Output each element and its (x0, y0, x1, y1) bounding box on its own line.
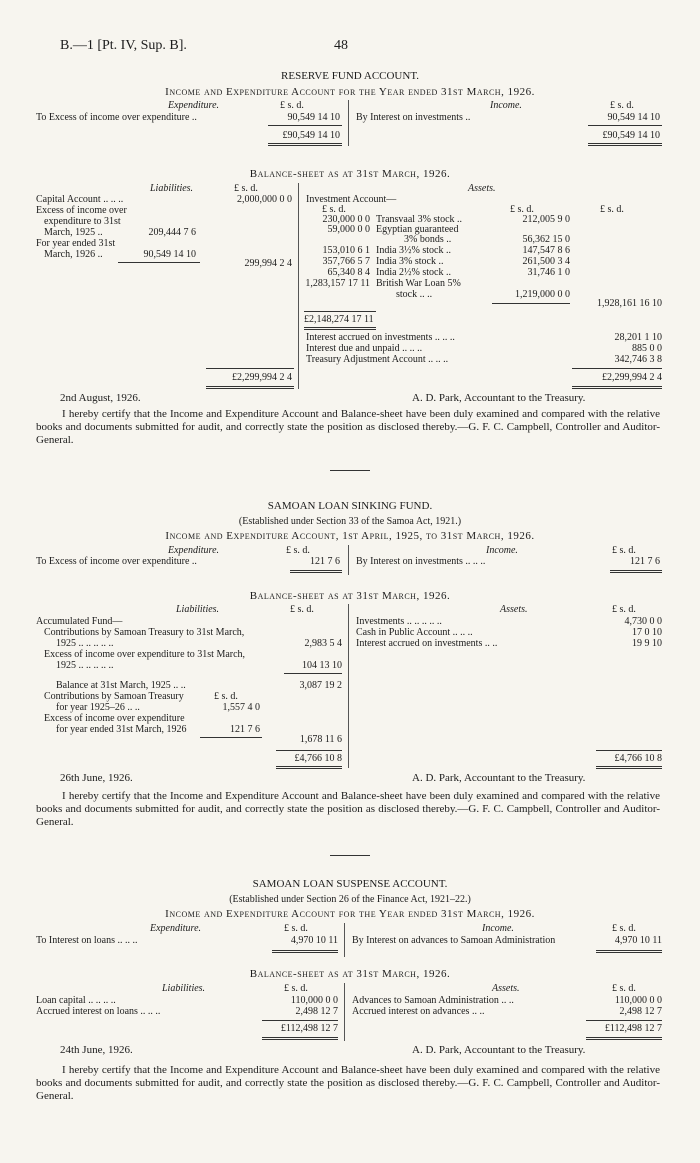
sinking-balance-amt: 3,087 19 2 (299, 680, 342, 691)
reserve-asset-amt: 28,201 1 10 (614, 332, 662, 343)
reserve-exp-total: £90,549 14 10 (282, 130, 340, 141)
double-rule (596, 766, 662, 769)
suspense-inc-amt: 4,970 10 11 (614, 935, 662, 946)
reserve-capital-amt: 2,000,000 0 0 (237, 194, 292, 205)
sinking-asset-desc: Interest accrued on investments .. .. (356, 638, 498, 649)
lsd-header: £ s. d. (284, 983, 308, 994)
reserve-asset-desc: Treasury Adjustment Account .. .. .. (306, 354, 449, 365)
sinking-title: SAMOAN LOAN SINKING FUND. (267, 500, 433, 512)
inv-desc: British War Loan 5% (376, 278, 461, 289)
reserve-exp-amt: 90,549 14 10 (287, 112, 340, 123)
sinking-inc-head: Income. (486, 545, 518, 556)
lsd-header: £ s. d. (284, 923, 308, 934)
inv-face-amt: 65,340 8 4 (327, 267, 370, 278)
suspense-ie-title: Income and Expenditure Account for the Year ended 31st March, 1926. (165, 908, 535, 920)
double-rule (290, 570, 342, 573)
lsd-header: £ s. d. (612, 545, 636, 556)
reserve-asset-amt: 885 0 0 (632, 343, 662, 354)
reserve-year-amt: 90,549 14 10 (143, 249, 196, 260)
suspense-inc-head: Income. (482, 923, 514, 934)
reserve-total-liabilities: £2,299,994 2 4 (232, 372, 292, 383)
reserve-excess-amt: 209,444 7 6 (148, 227, 196, 238)
double-rule (276, 766, 342, 769)
suspense-liab-desc: Accrued interest on loans .. .. .. (36, 1006, 161, 1017)
suspense-asset-desc: Advances to Samoan Administration .. .. (352, 995, 514, 1006)
sinking-asset-desc: Cash in Public Account .. .. .. (356, 627, 473, 638)
rule (276, 750, 342, 751)
inv-face-amt: 153,010 6 1 (322, 245, 370, 256)
reserve-certificate: I hereby certify that the Income and Expenditure Account and Balance-sheet have been duly examined and compared with the relative books and documents submitted for audit, and correctly state the position as disclosed thereby.—G. F. C. Campbell, Controller and Auditor-General. (36, 408, 660, 446)
rule (492, 303, 570, 304)
sinking-contrib-b-line: Contributions by Samoan Treasury (44, 691, 184, 702)
sinking-certificate: I hereby certify that the Income and Expenditure Account and Balance-sheet have been duly examined and compared with the relative books and documents submitted for audit, and correctly state the position as disclosed thereby.—G. F. C. Campbell, Controller and Auditor-General. (36, 790, 660, 828)
lsd-header: £ s. d. (612, 983, 636, 994)
rule (262, 1020, 338, 1021)
sinking-excess-b-line: Excess of income over expenditure (44, 713, 185, 724)
suspense-total-liabilities: £112,498 12 7 (280, 1023, 338, 1034)
sinking-excess-b-line: for year ended 31st March, 1926 (56, 724, 187, 735)
inv-value: 212,005 9 0 (522, 214, 570, 225)
sinking-exp-line: To Excess of income over expenditure .. (36, 556, 197, 567)
suspense-signature: A. D. Park, Accountant to the Treasury. (412, 1044, 586, 1056)
double-rule (206, 386, 294, 389)
suspense-exp-amt: 4,970 10 11 (290, 935, 338, 946)
sinking-total-liabilities: £4,766 10 8 (294, 753, 342, 764)
reserve-capital-line: Capital Account .. .. .. (36, 194, 124, 205)
inv-value: 56,362 15 0 (522, 234, 570, 245)
reserve-assets-head: Assets. (468, 183, 496, 194)
lsd-header: £ s. d. (286, 545, 310, 556)
reserve-excess-line: Excess of income over (36, 205, 127, 216)
reserve-asset-amt: 342,746 3 8 (614, 354, 662, 365)
sinking-signature: A. D. Park, Accountant to the Treasury. (412, 772, 586, 784)
lsd-header: £ s. d. (280, 100, 304, 111)
suspense-bs-title: Balance-sheet as at 31st March, 1926. (249, 968, 451, 980)
reserve-investment-face-total: £2,148,274 17 11 (304, 314, 374, 325)
column-divider (344, 983, 345, 1041)
column-divider (348, 545, 349, 575)
lsd-header: £ s. d. (214, 691, 238, 702)
page-reference: B.—1 [Pt. IV, Sup. B]. (60, 38, 187, 53)
lsd-header: £ s. d. (234, 183, 258, 194)
rule (206, 368, 294, 369)
lsd-header: £ s. d. (510, 204, 534, 215)
section-divider (330, 855, 370, 856)
inv-desc: Transvaal 3% stock .. (376, 214, 463, 225)
suspense-asset-amt: 110,000 0 0 (614, 995, 662, 1006)
lsd-header: £ s. d. (612, 604, 636, 615)
sinking-exp-head: Expenditure. (168, 545, 220, 556)
reserve-date: 2nd August, 1926. (60, 392, 141, 404)
inv-face-amt: 59,000 0 0 (327, 224, 370, 235)
suspense-certificate: I hereby certify that the Income and Expenditure Account and Balance-sheet have been duly examined and compared with the relative books and documents submitted for audit, and correctly state the position as disclosed thereby.—G. F. C. Campbell, Controller and Auditor-General. (36, 1064, 660, 1102)
sinking-assets-head: Assets. (500, 604, 528, 615)
inv-value: 261,500 3 4 (522, 256, 570, 267)
sinking-asset-desc: Investments .. .. .. .. .. (356, 616, 442, 627)
reserve-asset-desc: Interest accrued on investments .. .. .. (306, 332, 455, 343)
suspense-asset-desc: Accrued interest on advances .. .. (352, 1006, 485, 1017)
sinking-contrib-line: Contributions by Samoan Treasury to 31st March, (44, 627, 245, 638)
inv-value: 31,746 1 0 (527, 267, 570, 278)
sinking-ie-title: Income and Expenditure Account, 1st April, 1925, to 31st March, 1926. (165, 530, 535, 542)
double-rule (268, 143, 342, 146)
suspense-asset-amt: 2,498 12 7 (619, 1006, 662, 1017)
sinking-exp-amt: 121 7 6 (310, 556, 340, 567)
sinking-asset-amt: 17 0 10 (632, 627, 662, 638)
reserve-year-line: For year ended 31st (36, 238, 116, 249)
sinking-excess-line: Excess of income over expenditure to 31st March, (44, 649, 246, 660)
suspense-subtitle: (Established under Section 26 of the Finance Act, 1921–22.) (229, 894, 471, 905)
reserve-excess-line: March, 1925 .. (44, 227, 103, 238)
sinking-liab-head: Liabilities. (176, 604, 220, 615)
sinking-contrib-b-line: for year 1925–26 .. .. (56, 702, 140, 713)
double-rule (572, 386, 662, 389)
double-rule (262, 1037, 338, 1040)
lsd-header: £ s. d. (322, 204, 346, 215)
reserve-excess-sum: 299,994 2 4 (244, 258, 292, 269)
suspense-liab-desc: Loan capital .. .. .. .. (36, 995, 116, 1006)
sinking-asset-amt: 19 9 10 (632, 638, 662, 649)
rule (596, 750, 662, 751)
sinking-excess-amt: 104 13 10 (302, 660, 342, 671)
lsd-header: £ s. d. (600, 204, 624, 215)
section-divider (330, 470, 370, 471)
reserve-liab-head: Liabilities. (150, 183, 194, 194)
sinking-inc-amt: 121 7 6 (630, 556, 660, 567)
reserve-inc-line: By Interest on investments .. (356, 112, 471, 123)
double-rule (272, 950, 338, 953)
reserve-inc-amt: 90,549 14 10 (607, 112, 660, 123)
suspense-total-assets: £112,498 12 7 (604, 1023, 662, 1034)
inv-desc: stock .. .. (396, 289, 433, 300)
reserve-inc-head: Income. (490, 100, 522, 111)
reserve-year-line: March, 1926 .. (44, 249, 103, 260)
rule (284, 673, 342, 674)
rule (268, 125, 342, 126)
inv-desc: Egyptian guaranteed (376, 224, 459, 235)
lsd-header: £ s. d. (290, 604, 314, 615)
sinking-accumulated-fund: Accumulated Fund— (36, 616, 123, 627)
inv-value: 147,547 8 6 (522, 245, 570, 256)
inv-face-amt: 357,766 5 7 (322, 256, 370, 267)
sinking-asset-amt: 4,730 0 0 (624, 616, 662, 627)
sinking-bs-title: Balance-sheet as at 31st March, 1926. (249, 590, 451, 602)
reserve-title: RESERVE FUND ACCOUNT. (281, 70, 419, 82)
reserve-ie-title: Income and Expenditure Account for the Year ended 31st March, 1926. (165, 86, 535, 98)
rule (588, 125, 662, 126)
sinking-excess-line: 1925 .. .. .. .. .. (56, 660, 114, 671)
inv-desc: India 3½% stock .. (376, 245, 451, 256)
inv-desc: India 2½% stock .. (376, 267, 451, 278)
sinking-subtitle: (Established under Section 33 of the Samoa Act, 1921.) (238, 516, 462, 527)
column-divider (344, 923, 345, 957)
rule (304, 311, 376, 312)
lsd-header: £ s. d. (610, 100, 634, 111)
reserve-inc-total: £90,549 14 10 (602, 130, 660, 141)
reserve-signature: A. D. Park, Accountant to the Treasury. (412, 392, 586, 404)
column-divider (348, 100, 349, 146)
suspense-liab-head: Liabilities. (162, 983, 206, 994)
double-rule (586, 1037, 662, 1040)
suspense-liab-amt: 2,498 12 7 (295, 1006, 338, 1017)
suspense-exp-head: Expenditure. (150, 923, 202, 934)
sinking-excess-b-amt: 121 7 6 (230, 724, 260, 735)
reserve-investment-total: 1,928,161 16 10 (597, 298, 662, 309)
inv-desc: 3% bonds .. (404, 234, 452, 245)
sinking-inc-line: By Interest on investments .. .. .. (356, 556, 486, 567)
reserve-exp-line: To Excess of income over expenditure .. (36, 112, 197, 123)
sinking-subtotal: 1,678 11 6 (299, 734, 342, 745)
reserve-bs-title: Balance-sheet as at 31st March, 1926. (249, 168, 451, 180)
sinking-balance-line: Balance at 31st March, 1925 .. .. (56, 680, 186, 691)
suspense-inc-line: By Interest on advances to Samoan Administration (352, 935, 556, 946)
suspense-date: 24th June, 1926. (60, 1044, 133, 1056)
sinking-contrib-b-amt: 1,557 4 0 (222, 702, 260, 713)
inv-desc: India 3% stock .. (376, 256, 444, 267)
sinking-total-assets: £4,766 10 8 (614, 753, 662, 764)
reserve-total-assets: £2,299,994 2 4 (602, 372, 662, 383)
suspense-exp-line: To Interest on loans .. .. .. (36, 935, 138, 946)
inv-face-amt: 230,000 0 0 (322, 214, 370, 225)
rule (586, 1020, 662, 1021)
double-rule (596, 950, 662, 953)
sinking-contrib-amt: 2,983 5 4 (304, 638, 342, 649)
inv-value: 1,219,000 0 0 (515, 289, 570, 300)
double-rule (304, 327, 376, 330)
inv-face-amt: 1,283,157 17 11 (305, 278, 370, 289)
suspense-title: SAMOAN LOAN SUSPENSE ACCOUNT. (252, 878, 448, 890)
suspense-liab-amt: 110,000 0 0 (290, 995, 338, 1006)
rule (572, 368, 662, 369)
suspense-assets-head: Assets. (492, 983, 520, 994)
double-rule (588, 143, 662, 146)
reserve-asset-desc: Interest due and unpaid .. .. .. (306, 343, 423, 354)
reserve-excess-line: expenditure to 31st (44, 216, 121, 227)
lsd-header: £ s. d. (612, 923, 636, 934)
sinking-contrib-line: 1925 .. .. .. .. .. (56, 638, 114, 649)
reserve-exp-head: Expenditure. (168, 100, 220, 111)
column-divider (348, 604, 349, 768)
sinking-date: 26th June, 1926. (60, 772, 133, 784)
rule (118, 262, 200, 263)
double-rule (610, 570, 662, 573)
reserve-investment-head: Investment Account— (306, 194, 397, 205)
page-number: 48 (334, 38, 348, 53)
